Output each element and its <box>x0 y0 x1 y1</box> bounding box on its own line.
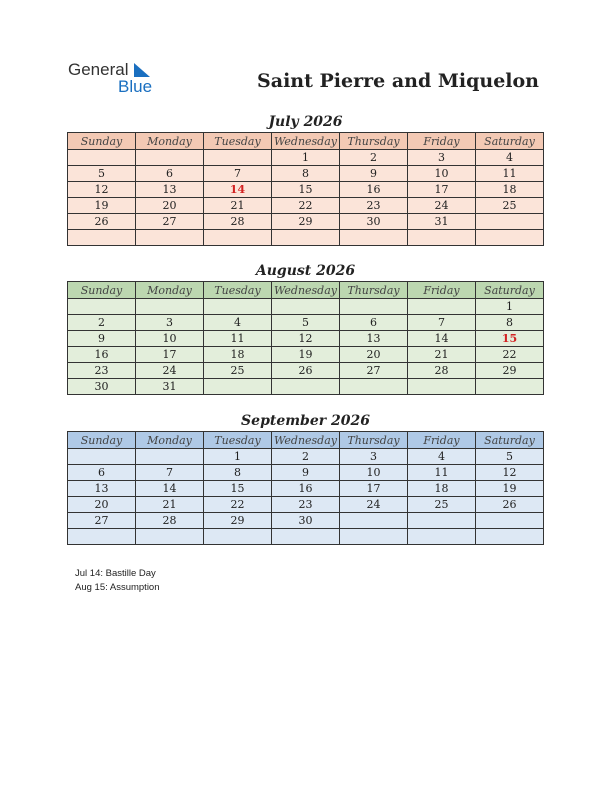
weekday-header: Thursday <box>340 133 408 150</box>
day-cell <box>476 230 544 246</box>
week-row <box>68 214 544 230</box>
month-table <box>67 431 544 545</box>
day-cell: 23 <box>272 497 340 513</box>
day-cell <box>340 529 408 545</box>
day-cell: 17 <box>408 182 476 198</box>
weekday-header: Monday <box>136 133 204 150</box>
week-row <box>68 449 544 465</box>
day-cell: 23 <box>340 198 408 214</box>
weekday-header: Wednesday <box>272 133 340 150</box>
week-row <box>68 465 544 481</box>
day-cell <box>136 529 204 545</box>
day-cell: 14 <box>136 481 204 497</box>
weekday-header: Tuesday <box>204 282 272 299</box>
week-row <box>68 513 544 529</box>
day-cell: 2 <box>272 449 340 465</box>
day-cell: 8 <box>476 315 544 331</box>
week-row <box>68 331 544 347</box>
month-title: September 2026 <box>241 413 370 429</box>
weekday-header: Tuesday <box>204 432 272 449</box>
weekday-header: Saturday <box>476 133 544 150</box>
day-cell: 11 <box>476 166 544 182</box>
day-cell: 27 <box>136 214 204 230</box>
day-cell <box>204 230 272 246</box>
logo-general-text: General <box>68 60 129 79</box>
day-cell: 31 <box>408 214 476 230</box>
day-cell: 3 <box>408 150 476 166</box>
day-cell <box>408 529 476 545</box>
month-table <box>67 281 544 395</box>
weekday-header: Sunday <box>68 432 136 449</box>
day-cell: 14 <box>204 182 272 198</box>
day-cell: 29 <box>272 214 340 230</box>
holiday-notes <box>75 567 160 595</box>
day-cell: 12 <box>272 331 340 347</box>
week-row <box>68 150 544 166</box>
day-cell <box>408 299 476 315</box>
day-cell: 12 <box>68 182 136 198</box>
day-cell: 30 <box>340 214 408 230</box>
day-cell <box>136 449 204 465</box>
day-cell: 25 <box>476 198 544 214</box>
day-cell <box>272 299 340 315</box>
month-calendar <box>67 112 544 246</box>
weekday-header: Friday <box>408 432 476 449</box>
day-cell <box>68 449 136 465</box>
day-cell: 21 <box>408 347 476 363</box>
day-cell: 19 <box>68 198 136 214</box>
logo-blue-text: Blue <box>118 77 153 96</box>
day-cell <box>408 513 476 529</box>
day-cell: 5 <box>272 315 340 331</box>
weekday-header-row <box>68 133 544 150</box>
day-cell: 20 <box>68 497 136 513</box>
day-cell: 1 <box>476 299 544 315</box>
day-cell: 9 <box>68 331 136 347</box>
day-cell: 26 <box>272 363 340 379</box>
day-cell: 7 <box>136 465 204 481</box>
day-cell: 4 <box>408 449 476 465</box>
day-cell: 25 <box>408 497 476 513</box>
day-cell: 11 <box>204 331 272 347</box>
day-cell: 10 <box>340 465 408 481</box>
day-cell <box>340 513 408 529</box>
day-cell: 23 <box>68 363 136 379</box>
day-cell <box>68 299 136 315</box>
day-cell <box>204 299 272 315</box>
day-cell <box>68 529 136 545</box>
weekday-header: Friday <box>408 133 476 150</box>
day-cell <box>68 150 136 166</box>
day-cell: 18 <box>476 182 544 198</box>
day-cell: 17 <box>136 347 204 363</box>
weekday-header: Friday <box>408 282 476 299</box>
day-cell <box>204 379 272 395</box>
weekday-header: Sunday <box>68 133 136 150</box>
day-cell: 15 <box>476 331 544 347</box>
day-cell: 22 <box>204 497 272 513</box>
day-cell <box>476 513 544 529</box>
day-cell <box>476 379 544 395</box>
day-cell: 28 <box>204 214 272 230</box>
day-cell: 16 <box>272 481 340 497</box>
generalblue-logo <box>68 60 168 96</box>
day-cell: 30 <box>272 513 340 529</box>
day-cell <box>136 299 204 315</box>
day-cell: 29 <box>476 363 544 379</box>
day-cell: 22 <box>272 198 340 214</box>
week-row <box>68 529 544 545</box>
weekday-header: Wednesday <box>272 282 340 299</box>
day-cell: 7 <box>408 315 476 331</box>
weekday-header: Wednesday <box>272 432 340 449</box>
weekday-header: Saturday <box>476 282 544 299</box>
day-cell: 9 <box>272 465 340 481</box>
month-title: July 2026 <box>268 114 343 130</box>
day-cell: 21 <box>136 497 204 513</box>
week-row <box>68 182 544 198</box>
day-cell <box>408 379 476 395</box>
day-cell <box>476 214 544 230</box>
country-title: Saint Pierre and Miquelon <box>257 70 539 92</box>
weekday-header-row <box>68 282 544 299</box>
weekday-header: Monday <box>136 282 204 299</box>
day-cell: 1 <box>204 449 272 465</box>
day-cell <box>340 379 408 395</box>
day-cell: 28 <box>136 513 204 529</box>
day-cell: 7 <box>204 166 272 182</box>
day-cell: 30 <box>68 379 136 395</box>
weekday-header-row <box>68 432 544 449</box>
day-cell: 5 <box>68 166 136 182</box>
week-row <box>68 379 544 395</box>
day-cell: 15 <box>272 182 340 198</box>
day-cell: 13 <box>68 481 136 497</box>
day-cell: 10 <box>408 166 476 182</box>
weekday-header: Saturday <box>476 432 544 449</box>
weekday-header: Thursday <box>340 282 408 299</box>
week-row <box>68 166 544 182</box>
day-cell: 2 <box>340 150 408 166</box>
day-cell: 19 <box>476 481 544 497</box>
day-cell: 3 <box>340 449 408 465</box>
day-cell <box>340 299 408 315</box>
day-cell <box>68 230 136 246</box>
day-cell: 20 <box>340 347 408 363</box>
day-cell: 3 <box>136 315 204 331</box>
month-calendar <box>67 411 544 545</box>
day-cell <box>136 230 204 246</box>
week-row <box>68 481 544 497</box>
day-cell: 4 <box>204 315 272 331</box>
day-cell <box>204 529 272 545</box>
day-cell: 18 <box>204 347 272 363</box>
day-cell <box>408 230 476 246</box>
day-cell: 11 <box>408 465 476 481</box>
day-cell: 24 <box>340 497 408 513</box>
month-title: August 2026 <box>255 263 356 279</box>
day-cell <box>340 230 408 246</box>
day-cell: 8 <box>272 166 340 182</box>
day-cell: 5 <box>476 449 544 465</box>
day-cell: 1 <box>272 150 340 166</box>
day-cell <box>476 529 544 545</box>
day-cell: 26 <box>68 214 136 230</box>
day-cell: 24 <box>136 363 204 379</box>
day-cell: 31 <box>136 379 204 395</box>
weekday-header: Sunday <box>68 282 136 299</box>
day-cell: 22 <box>476 347 544 363</box>
weekday-header: Monday <box>136 432 204 449</box>
week-row <box>68 497 544 513</box>
day-cell: 14 <box>408 331 476 347</box>
day-cell <box>272 529 340 545</box>
day-cell: 16 <box>340 182 408 198</box>
day-cell: 26 <box>476 497 544 513</box>
day-cell: 9 <box>340 166 408 182</box>
day-cell: 6 <box>136 166 204 182</box>
day-cell: 2 <box>68 315 136 331</box>
holiday-note: Jul 14: Bastille Day <box>75 568 156 579</box>
weekday-header: Tuesday <box>204 133 272 150</box>
month-table <box>67 132 544 246</box>
day-cell: 15 <box>204 481 272 497</box>
day-cell: 24 <box>408 198 476 214</box>
day-cell <box>272 230 340 246</box>
day-cell: 27 <box>340 363 408 379</box>
day-cell: 25 <box>204 363 272 379</box>
week-row <box>68 230 544 246</box>
day-cell: 6 <box>68 465 136 481</box>
day-cell: 20 <box>136 198 204 214</box>
day-cell: 27 <box>68 513 136 529</box>
day-cell: 29 <box>204 513 272 529</box>
weekday-header: Thursday <box>340 432 408 449</box>
day-cell: 4 <box>476 150 544 166</box>
day-cell <box>272 379 340 395</box>
week-row <box>68 299 544 315</box>
week-row <box>68 315 544 331</box>
day-cell: 10 <box>136 331 204 347</box>
holiday-note: Aug 15: Assumption <box>75 582 160 593</box>
day-cell: 16 <box>68 347 136 363</box>
day-cell: 19 <box>272 347 340 363</box>
day-cell <box>136 150 204 166</box>
day-cell <box>204 150 272 166</box>
day-cell: 6 <box>340 315 408 331</box>
day-cell: 12 <box>476 465 544 481</box>
day-cell: 8 <box>204 465 272 481</box>
logo-triangle-icon <box>134 63 150 77</box>
day-cell: 28 <box>408 363 476 379</box>
day-cell: 18 <box>408 481 476 497</box>
day-cell: 13 <box>340 331 408 347</box>
week-row <box>68 363 544 379</box>
day-cell: 13 <box>136 182 204 198</box>
week-row <box>68 198 544 214</box>
month-calendar <box>67 261 544 395</box>
week-row <box>68 347 544 363</box>
day-cell: 21 <box>204 198 272 214</box>
day-cell: 17 <box>340 481 408 497</box>
